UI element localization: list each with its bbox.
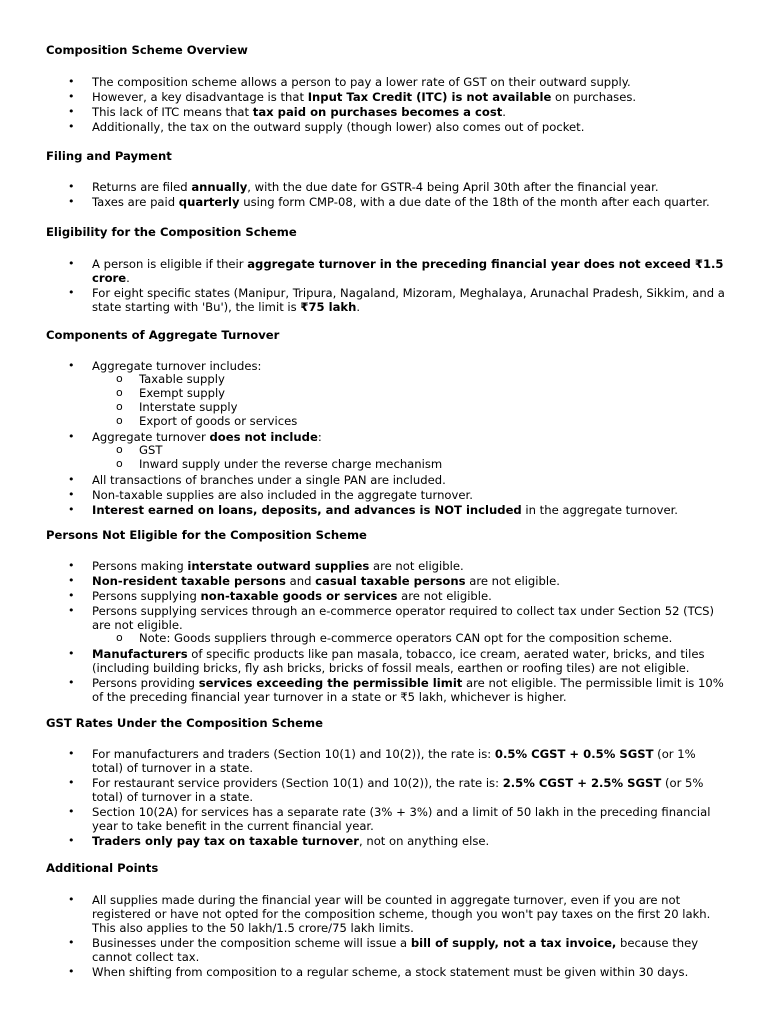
sub-list-item [92, 387, 728, 401]
bullet-icon: • [68, 604, 75, 617]
bullet-icon: • [68, 120, 75, 133]
list-item [0, 747, 768, 775]
list-item [0, 559, 768, 573]
bold-text: Traders only pay tax on taxable turnover [92, 834, 359, 848]
text-run: . [502, 105, 506, 119]
sub-list-item [92, 458, 728, 472]
text-run: Persons providing [92, 675, 199, 690]
circle-bullet-icon: o [116, 400, 123, 414]
text-run: Aggregate turnover includes: [92, 359, 262, 373]
list-item [0, 90, 768, 104]
text-run: of specific products like pan masala, tobacco, ice cream, aerated water, bricks, and tiles (including building bricks, fly ash bricks, bricks of fossil meals, earthen or roofing tiles) are not eligible. [92, 646, 705, 675]
sub-list-item [92, 632, 728, 646]
circle-bullet-icon: o [116, 386, 123, 400]
text-run: All supplies made during the financial year will be counted in aggregate turnover, even if you are not registered or have not opted for the composition scheme, though you won't pay taxes on the first 20 lakh. This also applies to the 50 lakh/1.5 crore/75 lakh limits. [92, 893, 711, 935]
text-run: A person is eligible if their [92, 257, 248, 271]
text-run: Persons supplying services through an e-commerce operator required to collect tax under Section 52 (TCS) are not eligible. [92, 604, 715, 632]
list-item [0, 574, 768, 588]
list-item [0, 503, 768, 517]
bold-text: services exceeding the permissible limit [198, 675, 463, 690]
sub-item-text: Export of goods or services [139, 414, 298, 429]
text-run: When shifting from composition to a regular scheme, a stock statement must be given within 30 days. [92, 965, 689, 979]
list-item [0, 647, 768, 675]
bold-text: Input Tax Credit (ITC) is not available [307, 90, 552, 104]
bold-text: Interest earned on loans, deposits, and advances is NOT included [92, 502, 522, 517]
list-item [0, 286, 768, 314]
text-run: (or 5% total) of turnover in a state. [92, 776, 704, 804]
list-item [0, 805, 768, 833]
text-run: . [126, 271, 130, 285]
bullet-list [0, 893, 768, 980]
circle-bullet-icon: o [116, 631, 123, 644]
section-heading: Eligibility for the Composition Scheme [46, 225, 297, 239]
text-run: Aggregate turnover [92, 429, 210, 444]
bold-text: Non-resident taxable persons [92, 574, 286, 588]
text-run: are not eligible. [369, 559, 464, 573]
list-item [0, 604, 768, 646]
bold-text: non-taxable goods or services [200, 589, 398, 603]
sub-item-text: Inward supply under the reverse charge mechanism [139, 456, 443, 471]
bold-text: annually [191, 180, 248, 194]
section-heading: GST Rates Under the Composition Scheme [46, 716, 323, 730]
list-item [0, 257, 768, 285]
bullet-icon: • [68, 429, 75, 443]
bold-text: 2.5% CGST + 2.5% SGST [502, 776, 662, 790]
sub-list-item [92, 444, 728, 458]
bullet-icon: • [68, 646, 75, 660]
text-run: and [285, 574, 316, 588]
bold-text: ₹75 lakh [300, 300, 357, 314]
text-run: Section 10(2A) for services has a separate rate (3% + 3%) and a limit of 50 lakh in the preceding financial year to take benefit in the current financial year. [92, 805, 711, 833]
bullet-icon: • [68, 574, 75, 587]
bullet-icon: • [68, 472, 75, 486]
bold-text: aggregate turnover in the preceding financial year does not exceed ₹1.5 crore [92, 257, 724, 285]
bullet-icon: • [68, 502, 75, 516]
bullet-icon: • [68, 286, 75, 299]
list-item [0, 589, 768, 603]
sub-bullet-list [92, 632, 728, 646]
bullet-list [0, 75, 768, 135]
bullet-icon: • [68, 75, 75, 88]
circle-bullet-icon: o [116, 442, 123, 456]
section-heading: Components of Aggregate Turnover [46, 328, 280, 342]
section-heading: Composition Scheme Overview [46, 43, 248, 57]
text-run: The composition scheme allows a person to pay a lower rate of GST on their outward supply. [92, 75, 631, 89]
text-run: because they cannot collect tax. [92, 936, 699, 964]
bullet-icon: • [68, 487, 75, 501]
bullet-icon: • [68, 180, 75, 193]
bold-text: 0.5% CGST + 0.5% SGST [494, 747, 654, 761]
bullet-icon: • [68, 965, 75, 978]
text-run: , not on anything else. [358, 834, 490, 848]
sub-bullet-list [92, 373, 728, 429]
bullet-list [0, 747, 768, 849]
list-item [0, 195, 768, 209]
text-run: , with the due date for GSTR-4 being April 30th after the financial year. [247, 180, 659, 194]
text-run: in the aggregate turnover. [521, 502, 678, 517]
bold-text: does not include [209, 429, 318, 444]
list-item [0, 676, 768, 704]
text-run: Returns are filed [92, 180, 192, 194]
text-run: : [317, 429, 322, 444]
list-item [0, 180, 768, 194]
list-item [0, 893, 768, 935]
list-item [0, 120, 768, 134]
text-run: on purchases. [551, 90, 637, 104]
section-heading: Additional Points [46, 861, 159, 875]
section-heading: Filing and Payment [46, 149, 172, 163]
sub-list-item [92, 373, 728, 387]
bold-text: casual taxable persons [315, 574, 466, 588]
bullet-icon: • [68, 90, 75, 103]
list-item [0, 105, 768, 119]
text-run: using form CMP-08, with a due date of the 18th of the month after each quarter. [239, 195, 710, 209]
bold-text: quarterly [178, 195, 240, 209]
bullet-list [0, 180, 768, 210]
text-run: Non-taxable supplies are also included in the aggregate turnover. [92, 487, 473, 502]
sub-item-text: GST [139, 442, 163, 457]
circle-bullet-icon: o [116, 456, 123, 470]
text-run: Persons supplying [92, 589, 201, 603]
bullet-list [0, 257, 768, 315]
text-run: are not eligible. [397, 589, 492, 603]
bullet-icon: • [68, 805, 75, 818]
circle-bullet-icon: o [116, 372, 123, 385]
bullet-list [0, 559, 768, 705]
text-run: This lack of ITC means that [92, 105, 253, 119]
text-run: Taxes are paid [92, 195, 179, 209]
bullet-icon: • [68, 675, 75, 689]
text-run: Businesses under the composition scheme will issue a [92, 936, 411, 950]
list-item [0, 488, 768, 502]
list-item [0, 965, 768, 979]
section-heading: Persons Not Eligible for the Composition Scheme [46, 528, 367, 542]
sub-item-text: Exempt supply [139, 386, 226, 401]
text-run: Persons making [92, 559, 188, 573]
text-run: However, a key disadvantage is that [92, 90, 308, 104]
bullet-icon: • [68, 105, 75, 118]
sub-list-item [92, 415, 728, 429]
bold-text: tax paid on purchases becomes a cost [252, 105, 503, 119]
sub-item-text: Taxable supply [139, 372, 225, 386]
bullet-icon: • [68, 359, 75, 372]
sub-list-item [92, 401, 728, 415]
text-run: Additionally, the tax on the outward supply (though lower) also comes out of pocket. [92, 120, 585, 134]
bullet-list [0, 359, 768, 518]
sub-item-text: Interstate supply [139, 400, 238, 415]
bold-text: bill of supply, not a tax invoice, [410, 936, 617, 950]
bullet-icon: • [68, 195, 75, 208]
list-item [0, 75, 768, 89]
sub-bullet-list [92, 444, 728, 472]
text-run: are not eligible. [465, 574, 560, 588]
bullet-icon: • [68, 776, 75, 789]
bold-text: Manufacturers [92, 646, 188, 661]
bullet-icon: • [68, 747, 75, 760]
text-run: (or 1% total) of turnover in a state. [92, 747, 696, 775]
bold-text: interstate outward supplies [187, 559, 370, 573]
list-item [0, 430, 768, 472]
bullet-icon: • [68, 893, 75, 906]
list-item [0, 473, 768, 487]
text-run: For eight specific states (Manipur, Tripura, Nagaland, Mizoram, Meghalaya, Arunachal Pradesh, Sikkim, and a state starting with 'Bu'), the limit is [92, 286, 725, 314]
circle-bullet-icon: o [116, 414, 123, 428]
bullet-icon: • [68, 589, 75, 602]
list-item [0, 359, 768, 429]
bullet-icon: • [68, 834, 75, 847]
list-item [0, 776, 768, 804]
list-item [0, 936, 768, 964]
text-run: All transactions of branches under a single PAN are included. [92, 472, 446, 487]
text-run: For restaurant service providers (Section 10(1) and 10(2)), the rate is: [92, 776, 503, 790]
bullet-icon: • [68, 559, 75, 572]
text-run: are not eligible. The permissible limit is 10% of the preceding financial year turnover in a state or ₹5 lakh, whichever is higher. [92, 675, 724, 704]
text-run: For manufacturers and traders (Section 10(1) and 10(2)), the rate is: [92, 747, 495, 761]
sub-item-text: Note: Goods suppliers through e-commerce operators CAN opt for the composition scheme. [139, 631, 673, 645]
list-item [0, 834, 768, 848]
text-run: . [356, 300, 361, 314]
bullet-icon: • [68, 936, 75, 949]
bullet-icon: • [68, 257, 75, 270]
